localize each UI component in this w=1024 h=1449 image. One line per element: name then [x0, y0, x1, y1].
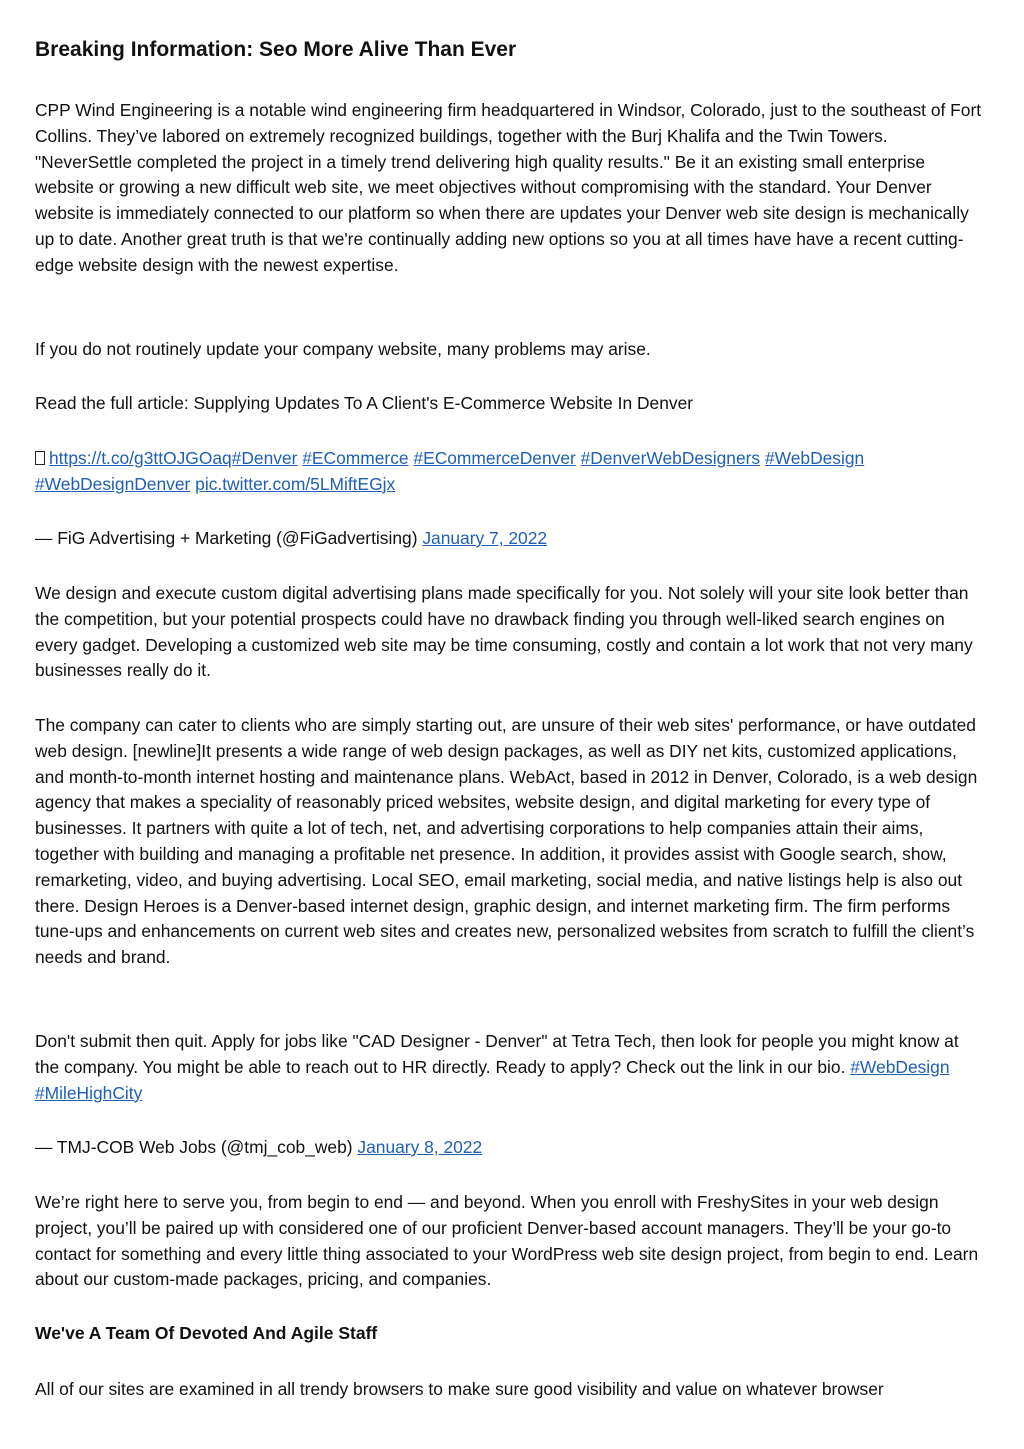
hashtag-link[interactable]: #ECommerce [302, 448, 409, 468]
tweet-2-author: — TMJ-COB Web Jobs (@tmj_cob_web) [35, 1137, 353, 1157]
tweet-2-body [35, 1029, 987, 1106]
paragraph-read-article: Read the full article: Supplying Updates To A Client's E-Commerce Website In Denver [35, 393, 694, 413]
article-title: Breaking Information: Seo More Alive Than Ever [35, 38, 517, 61]
tweet-1-author: — FiG Advertising + Marketing (@FiGadvertising) [35, 528, 418, 548]
tweet-2-attribution [35, 1135, 987, 1161]
paragraph-freshysites: We’re right here to serve you, from begin to end — and beyond. When you enroll with FreshySites in your web design project, you’ll be paired up with considered one of our proficient Denver-based account managers. They’ll be your go-to contact for something and every little thing associated to your WordPress web site design project, from begin to end. Learn about our custom-made packages, pricing, and companies. [35, 1192, 979, 1290]
tweet-1-date-link[interactable]: January 7, 2022 [422, 528, 548, 548]
hashtag-link[interactable]: #DenverWebDesigners [580, 448, 761, 468]
hashtag-link[interactable]: #WebDesign [764, 448, 865, 468]
missing-glyph-icon [35, 451, 45, 465]
tweet-1-body [35, 446, 987, 498]
tweet-2-date-link[interactable]: January 8, 2022 [357, 1137, 483, 1157]
hashtag-link[interactable]: #ECommerceDenver [413, 448, 576, 468]
tweet-2-text: Don't submit then quit. Apply for jobs like "CAD Designer - Denver" at Tetra Tech, then look for people you might know at the company. You might be able to reach out to HR directly. Ready to apply? Check out the link in our bio. [35, 1031, 959, 1077]
section-heading: We've A Team Of Devoted And Agile Staff [35, 1323, 378, 1343]
tweet-1-attribution [35, 526, 987, 552]
hashtag-link[interactable]: #MileHighCity [35, 1082, 143, 1103]
paragraph-intro: CPP Wind Engineering is a notable wind engineering firm headquartered in Windsor, Colorado, just to the southeast of Fort Collins. They’ve labored on extremely recognized buildings, together with the Burj Khalifa and the Twin Towers. "NeverSettle completed the project in a timely trend delivering high quality results." Be it an existing small enterprise website or growing a new difficult web site, we meet objectives without compromising with the standard. Your Denver website is immediately connected to our platform so when there are updates your Denver web site design is mechanically up to date. Another great truth is that we're continually adding new options so you at all times have have a recent cutting-edge website design with the newest expertise. [35, 100, 982, 275]
paragraph-company-services: The company can cater to clients who are simply starting out, are unsure of their web sites' performance, or have outdated web design. [newline]It presents a wide range of web design packages, as well as DIY net kits, customized applications, and month-to-month internet hosting and maintenance plans. WebAct, based in 2012 in Denver, Colorado, is a web design agency that makes a speciality of reasonably priced websites, website design, and digital marketing for every type of businesses. It partners with quite a lot of tech, net, and advertising corporations to help companies attain their aims, together with building and managing a profitable net presence. In addition, it provides assist with Google search, show, remarketing, video, and buying advertising. Local SEO, email marketing, social media, and native listings help is also out there. Design Heroes is a Denver-based internet design, graphic design, and internet marketing firm. The firm performs tune-ups and enhancements on current web sites and creates new, personalized websites from scratch to fulfill the client’s needs and brand. [35, 715, 978, 968]
paragraph-update-warning: If you do not routinely update your company website, many problems may arise. [35, 339, 651, 359]
tweet-1-link[interactable]: https://t.co/g3ttOJGOaq#Denver [49, 448, 298, 468]
tweet-1-pic-link[interactable]: pic.twitter.com/5LMiftEGjx [195, 473, 396, 494]
hashtag-link[interactable]: #WebDesign [850, 1056, 950, 1077]
paragraph-custom-plans: We design and execute custom digital advertising plans made specifically for you. Not solely will your site look better than the competition, but your potential prospects could have no drawback finding you through well-liked search engines on every gadget. Developing a customized web site may be time consuming, costly and contain a lot work that not very many businesses really do it. [35, 583, 973, 681]
hashtag-link[interactable]: #WebDesignDenver [35, 473, 191, 494]
paragraph-browser-testing: All of our sites are examined in all trendy browsers to make sure good visibility and value on whatever browser [35, 1379, 884, 1399]
